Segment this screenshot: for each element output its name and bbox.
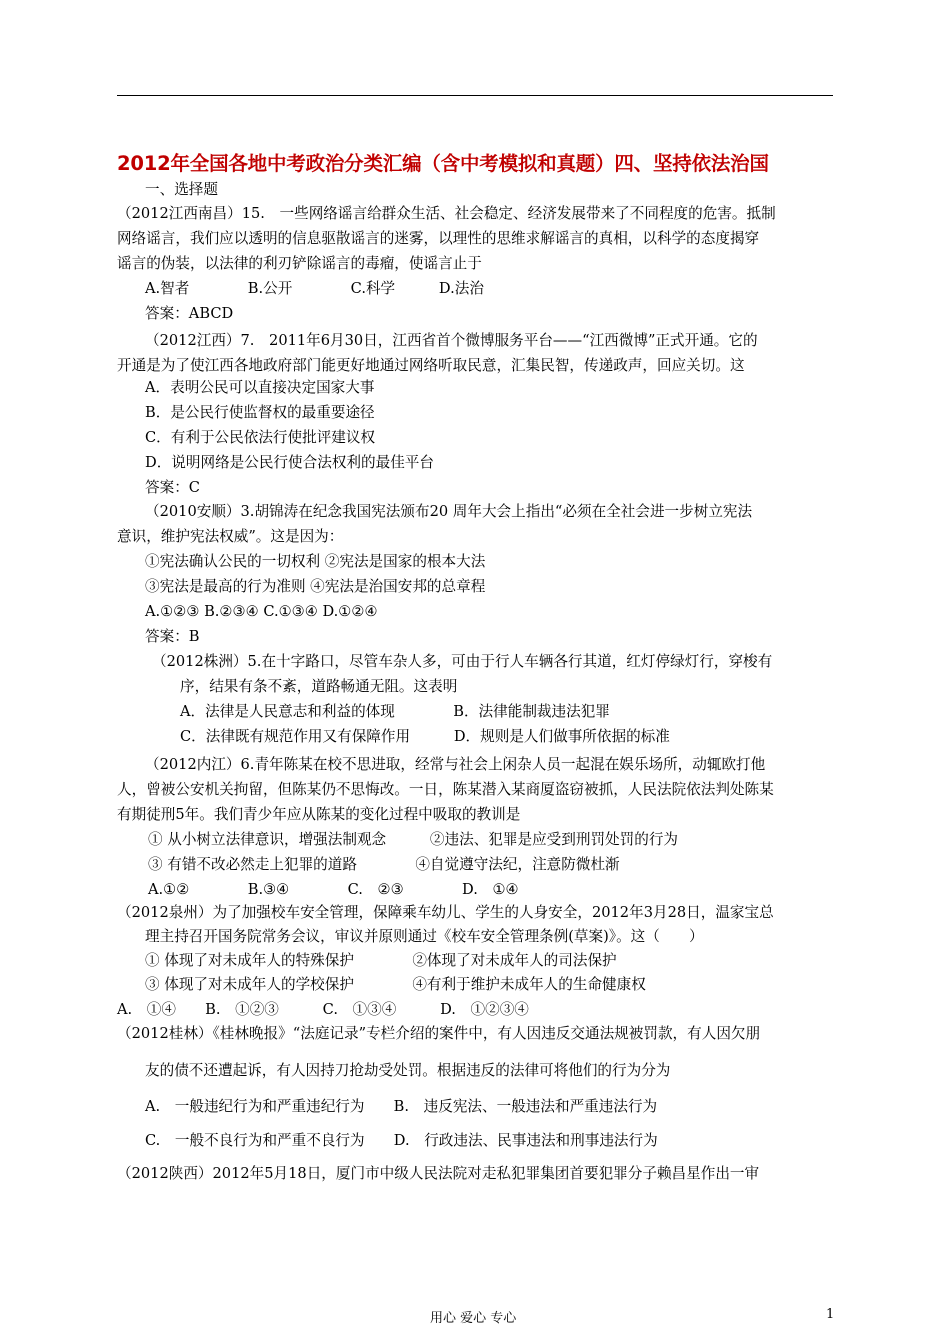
paragraph-line: （2012泉州）为了加强校车安全管理，保障乘车幼儿、学生的人身安全，2012年3月28日，温家宝总	[117, 904, 774, 921]
paragraph-line: 人，曾被公安机关拘留，但陈某仍不思悔改。一日，陈某潜入某商厦盗窃被抓，人民法院依法判处陈某	[117, 781, 774, 798]
options-line: A.①②③ B.②③④ C.①③④ D.①②④	[145, 603, 378, 620]
option-line: ③ 有错不改必然走上犯罪的道路 ④自觉遵守法纪，注意防微杜渐	[148, 856, 620, 873]
options-line: C. 一般不良行为和严重不良行为 D. 行政违法、民事违法和刑事违法行为	[145, 1132, 658, 1149]
answer-line: 答案：B	[145, 628, 200, 645]
options-line: A．法律是人民意志和利益的体现 B．法律能制裁违法犯罪	[180, 703, 610, 720]
paragraph-line: 友的债不还遭起诉，有人因持刀抢劫受处罚。根据违反的法律可将他们的行为分为	[145, 1062, 671, 1079]
option-line: D．说明网络是公民行使合法权利的最佳平台	[145, 454, 434, 471]
paragraph-line: 开通是为了使江西各地政府部门能更好地通过网络听取民意，汇集民智，传递政声，回应关切。这	[117, 357, 745, 374]
option-line: B．是公民行使监督权的最重要途径	[145, 404, 375, 421]
options-line: A.智者 B.公开 C.科学 D.法治	[145, 280, 484, 297]
paragraph-line: （2012江西南昌）15. 一些网络谣言给群众生活、社会稳定、经济发展带来了不同程度的危害。抵制	[117, 205, 776, 222]
document-title: 2012年全国各地中考政治分类汇编（含中考模拟和真题）四、坚持依法治国	[117, 152, 769, 175]
paragraph-line: 序，结果有条不紊，道路畅通无阻。这表明	[180, 678, 458, 695]
answer-line: 答案：ABCD	[145, 305, 234, 322]
option-line: ① 体现了对未成年人的特殊保护 ②体现了对未成年人的司法保护	[145, 952, 617, 969]
paragraph-line: （2012内江）6.青年陈某在校不思进取，经常与社会上闲杂人员一起混在娱乐场所，动辄欧打他	[145, 756, 766, 773]
option-line: ③ 体现了对未成年人的学校保护 ④有利于维护未成年人的生命健康权	[145, 976, 646, 993]
options-line: A. ①④ B. ①②③ C. ①③④ D. ①②③④	[117, 1001, 529, 1018]
paragraph-line: （2010安顺）3.胡锦涛在纪念我国宪法颁布20 周年大会上指出“必须在全社会进一步树立宪法	[145, 503, 753, 520]
paragraph-line: 理主持召开国务院常务会议，审议并原则通过《校车安全管理条例(草案)》。这（ ）	[145, 928, 704, 945]
paragraph-line: （2012株洲）5.在十字路口，尽管车杂人多，可由于行人车辆各行其道，红灯停绿灯行，穿梭有	[152, 653, 773, 670]
option-line: ③宪法是最高的行为准则 ④宪法是治国安邦的总章程	[145, 578, 486, 595]
answer-line: 答案：C	[145, 479, 200, 496]
section-heading: 一、选择题	[145, 181, 218, 198]
options-line: A. 一般违纪行为和严重违纪行为 B. 违反宪法、一般违法和严重违法行为	[145, 1098, 658, 1115]
option-line: A．表明公民可以直接决定国家大事	[145, 379, 375, 396]
paragraph-line: 有期徒刑5年。我们青少年应从陈某的变化过程中吸取的教训是	[117, 806, 521, 823]
option-line: ①宪法确认公民的一切权利 ②宪法是国家的根本大法	[145, 553, 486, 570]
page-number: 1	[826, 1307, 835, 1322]
header-rule	[117, 95, 833, 96]
paragraph-line: （2012江西）7. 2011年6月30日，江西省首个微博服务平台——“江西微博”正式开通。它的	[145, 332, 758, 349]
paragraph-line: （2012桂林）《桂林晚报》“法庭记录”专栏介绍的案件中，有人因违反交通法规被罚款，有人因欠朋	[117, 1025, 761, 1042]
paragraph-line: 意识，维护宪法权威”。这是因为：	[117, 528, 344, 545]
option-line: ① 从小树立法律意识，增强法制观念 ②违法、犯罪是应受到刑罚处罚的行为	[148, 831, 679, 848]
options-line: A.①② B.③④ C. ②③ D. ①④	[148, 881, 519, 898]
paragraph-line: 网络谣言，我们应以透明的信息驱散谣言的迷雾，以理性的思维求解谣言的真相，以科学的态度揭穿	[117, 230, 760, 247]
paragraph-line: 谣言的伪装，以法律的利刃铲除谣言的毒瘤，使谣言止于	[117, 255, 482, 272]
paragraph-line: （2012陕西）2012年5月18日，厦门市中级人民法院对走私犯罪集团首要犯罪分子赖昌星作出一审	[117, 1165, 760, 1182]
option-line: C．有利于公民依法行使批评建议权	[145, 429, 376, 446]
footer-text: 用心 爱心 专心	[430, 1311, 517, 1326]
options-line: C．法律既有规范作用又有保障作用 D．规则是人们做事所依据的标准	[180, 728, 670, 745]
